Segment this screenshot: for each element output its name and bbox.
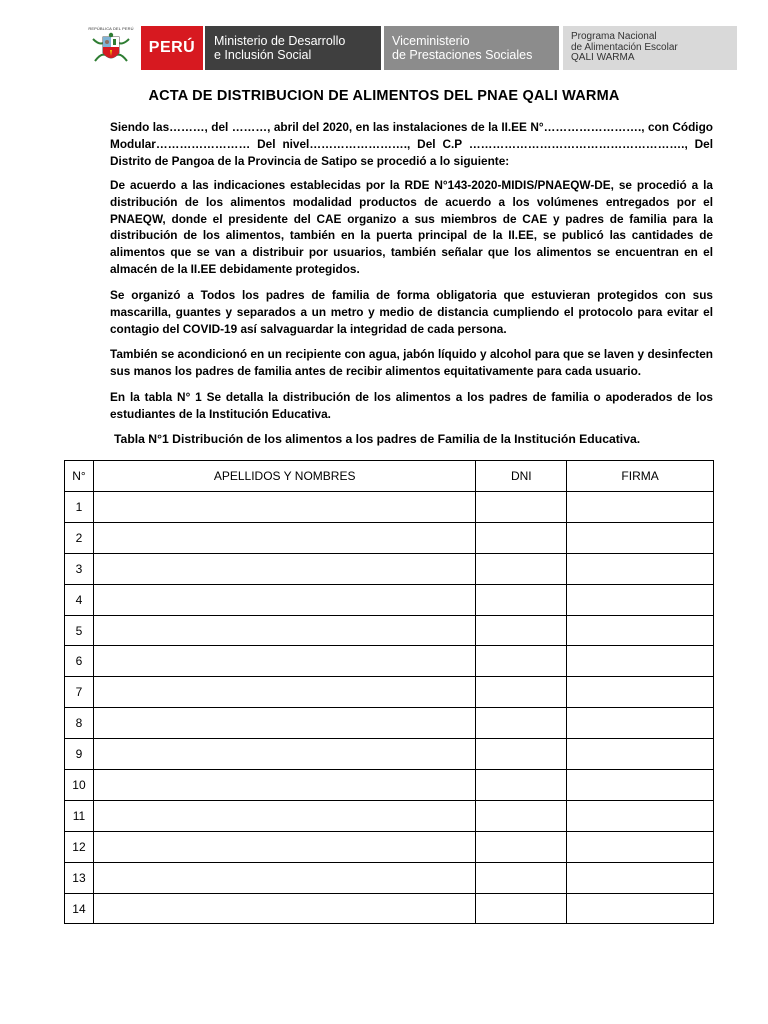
- row-number: 10: [65, 770, 94, 801]
- dni-cell[interactable]: [476, 677, 567, 708]
- signature-cell[interactable]: [567, 677, 714, 708]
- peru-block: [141, 26, 203, 70]
- name-cell[interactable]: [93, 831, 475, 862]
- table-row: [65, 770, 714, 801]
- programa-line-1: Programa Nacional: [571, 31, 657, 43]
- row-number: 2: [65, 522, 94, 553]
- paragraph-distribution: De acuerdo a las indicaciones establecidas por la RDE N°143-2020-MIDIS/PNAEQW-DE, se procedió a la distribución de los alimentos modalidad productos de acuerdo a los volúmenes entregados por el PNAEQW, donde el presidente del CAE organizo a sus miembros de CAE y padres de familia para la distribución de los alimentos, también en la puerta principal de la II.EE, se publicó las cantidades de alimentos que se van a distribuir por usuarios, también señalar que los alimentos se encuentran en el almacén de la II.EE debidamente protegidos.: [110, 178, 713, 276]
- signature-cell[interactable]: [567, 739, 714, 770]
- table-row: [65, 522, 714, 553]
- signature-cell[interactable]: [567, 893, 714, 924]
- dni-cell[interactable]: [476, 893, 567, 924]
- peru-seal: [86, 26, 136, 70]
- row-number: 6: [65, 646, 94, 677]
- dni-cell[interactable]: [476, 708, 567, 739]
- name-cell[interactable]: [93, 646, 475, 677]
- table-row: [65, 708, 714, 739]
- row-number: 7: [65, 677, 94, 708]
- signature-cell[interactable]: [567, 553, 714, 584]
- ministerio-line-1: Ministerio de Desarrollo: [214, 34, 346, 48]
- viceministerio-block: [384, 26, 559, 70]
- name-cell[interactable]: [93, 770, 475, 801]
- table-row: [65, 739, 714, 770]
- name-cell[interactable]: [93, 862, 475, 893]
- distribution-table: [64, 460, 714, 924]
- name-cell[interactable]: [93, 708, 475, 739]
- signature-cell[interactable]: [567, 800, 714, 831]
- signature-cell[interactable]: [567, 862, 714, 893]
- row-number: 13: [65, 862, 94, 893]
- row-number: 8: [65, 708, 94, 739]
- table-row: [65, 615, 714, 646]
- name-cell[interactable]: [93, 677, 475, 708]
- programa-block: [563, 26, 737, 70]
- coat-of-arms-icon: [89, 31, 133, 69]
- signature-cell[interactable]: [567, 522, 714, 553]
- table-row: [65, 893, 714, 924]
- table-caption: Tabla N°1 Distribución de los alimentos a los padres de Familia de la Institución Educativa.: [114, 432, 641, 446]
- viceministerio-line-1: Viceministerio: [392, 34, 470, 48]
- row-number: 4: [65, 584, 94, 615]
- dni-cell[interactable]: [476, 492, 567, 523]
- dni-cell[interactable]: [476, 615, 567, 646]
- dni-cell[interactable]: [476, 770, 567, 801]
- viceministerio-line-2: de Prestaciones Sociales: [392, 48, 533, 62]
- dni-cell[interactable]: [476, 739, 567, 770]
- row-number: 9: [65, 739, 94, 770]
- table-row: [65, 553, 714, 584]
- name-cell[interactable]: [93, 739, 475, 770]
- table-row: [65, 492, 714, 523]
- programa-line-3: QALI WARMA: [571, 52, 635, 64]
- document-title: ACTA DE DISTRIBUCION DE ALIMENTOS DEL PNAE QALI WARMA: [148, 88, 620, 104]
- table-header-row: [65, 461, 714, 492]
- name-cell[interactable]: [93, 615, 475, 646]
- name-cell[interactable]: [93, 800, 475, 831]
- dni-cell[interactable]: [476, 584, 567, 615]
- name-cell[interactable]: [93, 522, 475, 553]
- dni-cell[interactable]: [476, 522, 567, 553]
- dni-cell[interactable]: [476, 646, 567, 677]
- name-cell[interactable]: [93, 893, 475, 924]
- row-number: 5: [65, 615, 94, 646]
- row-number: 12: [65, 831, 94, 862]
- peru-label: PERÚ: [148, 39, 196, 56]
- header-names: APELLIDOS Y NOMBRES: [93, 461, 475, 492]
- name-cell[interactable]: [93, 492, 475, 523]
- header-number: N°: [65, 461, 94, 492]
- row-number: 11: [65, 800, 94, 831]
- dni-cell[interactable]: [476, 862, 567, 893]
- table-row: [65, 862, 714, 893]
- signature-cell[interactable]: [567, 708, 714, 739]
- row-number: 3: [65, 553, 94, 584]
- paragraph-disinfection: También se acondicionó en un recipiente con agua, jabón líquido y alcohol para que se laven y desinfecten sus manos los padres de familia antes de recibir alimentos equitativamente para cada usuario.: [110, 347, 713, 378]
- table-row: [65, 831, 714, 862]
- table-row: [65, 800, 714, 831]
- signature-cell[interactable]: [567, 584, 714, 615]
- header-banner: [86, 26, 737, 70]
- header-dni: DNI: [476, 461, 567, 492]
- header-signature: FIRMA: [567, 461, 714, 492]
- table-row: [65, 646, 714, 677]
- dni-cell[interactable]: [476, 553, 567, 584]
- dni-cell[interactable]: [476, 800, 567, 831]
- table-row: [65, 584, 714, 615]
- paragraph-table-reference: En la tabla N° 1 Se detalla la distribución de los alimentos a los padres de familia o apoderados de los estudiantes de la Institución Educativa.: [110, 390, 713, 421]
- dni-cell[interactable]: [476, 831, 567, 862]
- signature-cell[interactable]: [567, 615, 714, 646]
- row-number: 1: [65, 492, 94, 523]
- row-number: 14: [65, 893, 94, 924]
- name-cell[interactable]: [93, 584, 475, 615]
- signature-cell[interactable]: [567, 831, 714, 862]
- programa-line-2: de Alimentación Escolar: [571, 41, 678, 53]
- signature-cell[interactable]: [567, 492, 714, 523]
- ministerio-line-2: e Inclusión Social: [214, 48, 312, 62]
- signature-cell[interactable]: [567, 770, 714, 801]
- ministerio-block: [205, 26, 381, 70]
- signature-cell[interactable]: [567, 646, 714, 677]
- table-row: [65, 677, 714, 708]
- name-cell[interactable]: [93, 553, 475, 584]
- paragraph-intro: Siendo las………, del ………, abril del 2020, en las instalaciones de la II.EE N°……………………., con Código Modular…………………… Del nivel……………………., Del C.P ………………………………………………., Del Distrito de Pangoa de la Provincia de Satipo se procedió a lo siguiente:: [110, 120, 713, 168]
- seal-label: REPÚBLICA DEL PERÚ: [88, 26, 134, 31]
- paragraph-protection: Se organizó a Todos los padres de familia de forma obligatoria que estuvieran protegidos con sus mascarilla, guantes y separados a un metro y medio de distancia cumpliendo el protocolo para evitar el contagio del COVID-19 así salvaguardar la integridad de cada persona.: [110, 288, 713, 336]
